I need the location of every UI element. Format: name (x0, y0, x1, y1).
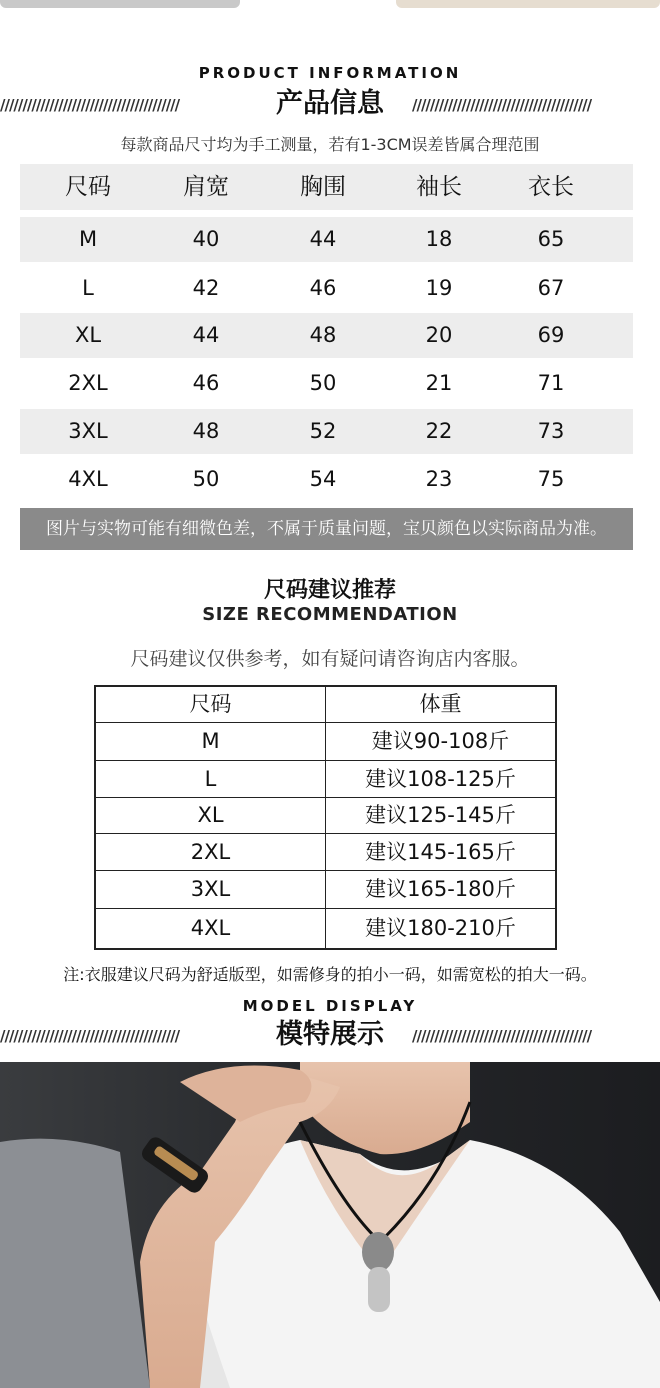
table-row (20, 457, 633, 502)
product-info-cn-title: 产品信息 (276, 88, 384, 119)
header-size: 尺码 (65, 174, 111, 200)
color-difference-banner: 图片与实物可能有细微色差，不属于质量问题，宝贝颜色以实际商品为准。 (20, 508, 633, 550)
cell-size: 3XL (68, 419, 108, 443)
table-row (96, 871, 555, 909)
fit-advice-note: 注:衣服建议尺码为舒适版型，如需修身的拍小一码，如需宽松的拍大一码。 (63, 965, 597, 984)
model-photo (0, 1062, 660, 1388)
necklace-pendant (362, 1232, 394, 1272)
cell-shoulder: 40 (192, 227, 220, 251)
cell-size: XL (96, 798, 326, 833)
cell-length: 75 (537, 467, 565, 491)
cell-weight: 建议125-145斤 (365, 803, 516, 827)
cell-size: XL (74, 323, 102, 347)
cell-chest: 54 (309, 467, 337, 491)
table-row (96, 723, 555, 761)
table-row (96, 761, 555, 798)
cell-weight: 建议90-108斤 (371, 729, 510, 753)
hatch-decoration-left: //////////////////////////////////////// (0, 1027, 180, 1043)
previous-images-strip (0, 0, 660, 12)
cell-size: 4XL (96, 909, 326, 948)
model-display-en-title: MODEL DISPLAY (242, 997, 418, 1015)
cell-sleeve: 20 (425, 323, 453, 347)
hatch-decoration-right: //////////////////////////////////////// (412, 1027, 592, 1043)
model-illustration (0, 1062, 660, 1388)
cell-shoulder: 46 (192, 371, 220, 395)
size-recommendation-en-title: SIZE RECOMMENDATION (202, 604, 458, 625)
cell-weight: 建议145-165斤 (365, 840, 516, 864)
table-row (20, 409, 633, 454)
cell-size: 2XL (68, 371, 108, 395)
cell-weight: 建议108-125斤 (365, 767, 516, 791)
header-length: 衣长 (528, 174, 574, 200)
table-row (20, 361, 633, 406)
cell-size: 2XL (96, 834, 326, 870)
cell-sleeve: 22 (425, 419, 453, 443)
weight-size-table (94, 685, 557, 950)
table-row (20, 266, 633, 311)
cell-chest: 46 (309, 276, 337, 300)
table-row (20, 217, 633, 262)
weight-table-header (96, 687, 555, 723)
size-recommendation-note: 尺码建议仅供参考，如有疑问请咨询店内客服。 (130, 648, 530, 670)
header-sleeve: 袖长 (416, 174, 462, 200)
table-row (96, 798, 555, 834)
header-shoulder: 肩宽 (183, 174, 229, 200)
size-recommendation-cn-title: 尺码建议推荐 (263, 578, 396, 603)
cell-sleeve: 19 (425, 276, 453, 300)
previous-image-right (396, 0, 660, 8)
cell-chest: 48 (309, 323, 337, 347)
cell-size: 3XL (96, 871, 326, 908)
header-weight: 体重 (419, 692, 462, 716)
hatch-decoration-left: //////////////////////////////////////// (0, 96, 180, 112)
cell-size: L (82, 276, 94, 300)
cell-size: 4XL (68, 467, 108, 491)
product-info-title-row (0, 86, 660, 122)
product-table-header (20, 164, 633, 210)
previous-image-left (0, 0, 240, 8)
cell-size: M (96, 723, 326, 760)
cell-length: 65 (537, 227, 565, 251)
cell-shoulder: 42 (192, 276, 220, 300)
cell-length: 73 (537, 419, 565, 443)
cell-length: 69 (537, 323, 565, 347)
cell-shoulder: 44 (192, 323, 220, 347)
header-chest: 胸围 (300, 174, 346, 200)
cell-size: L (96, 761, 326, 797)
cell-size: M (78, 227, 98, 251)
hatch-decoration-right: //////////////////////////////////////// (412, 96, 592, 112)
cell-sleeve: 21 (425, 371, 453, 395)
pendant-whistle (368, 1267, 390, 1312)
cell-chest: 52 (309, 419, 337, 443)
header-size: 尺码 (96, 687, 326, 722)
cell-shoulder: 50 (192, 467, 220, 491)
cell-chest: 50 (309, 371, 337, 395)
table-row (96, 909, 555, 948)
model-display-cn-title: 模特展示 (276, 1019, 384, 1050)
cell-weight: 建议180-210斤 (365, 916, 516, 940)
cell-weight: 建议165-180斤 (365, 877, 516, 901)
table-row (96, 834, 555, 871)
cell-length: 71 (537, 371, 565, 395)
cell-shoulder: 48 (192, 419, 220, 443)
cell-sleeve: 23 (425, 467, 453, 491)
product-info-en-title: PRODUCT INFORMATION (198, 64, 462, 82)
measurement-note: 每款商品尺寸均为手工测量，若有1-3CM误差皆属合理范围 (120, 135, 540, 154)
model-display-title-row (0, 1017, 660, 1053)
cell-sleeve: 18 (425, 227, 453, 251)
cell-chest: 44 (309, 227, 337, 251)
table-row (20, 313, 633, 358)
cell-length: 67 (537, 276, 565, 300)
